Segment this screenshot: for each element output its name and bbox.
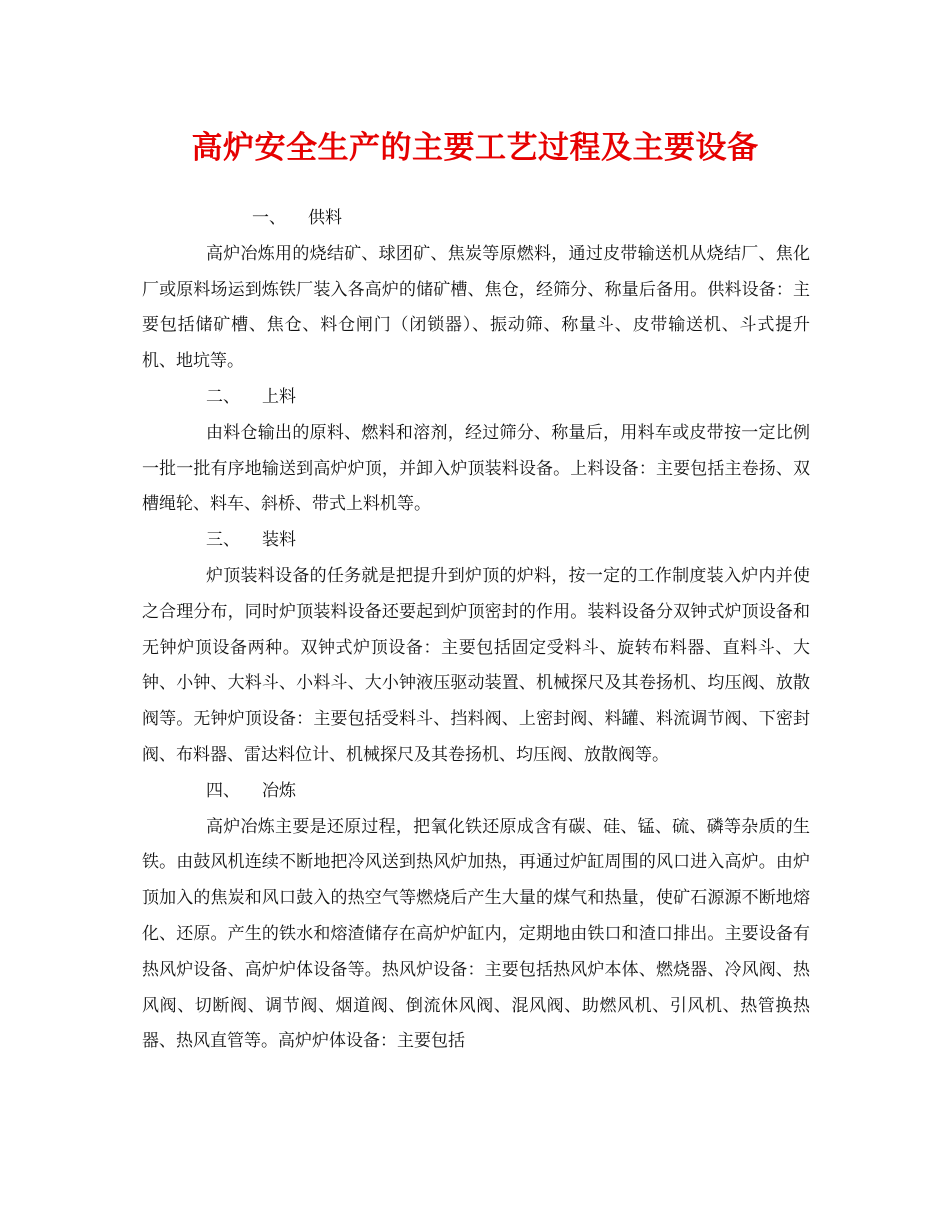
section-number: 三、 [206,530,240,551]
section-number: 二、 [206,386,240,407]
section-paragraph-1: 高炉冶炼用的烧结矿、球团矿、焦炭等原燃料，通过皮带输送机从烧结厂、焦化厂或原料场运到炼铁厂装入各高炉的储矿槽、焦仓，经筛分、称量后备用。供料设备：主要包括储矿槽、焦仓、料仓闸门（闭锁器）、振动筛、称量斗、皮带输送机、斗式提升机、地坑等。 [142,243,810,372]
document-title: 高炉安全生产的主要工艺过程及主要设备 [191,130,759,166]
section-paragraph-4: 高炉冶炼主要是还原过程，把氧化铁还原成含有碳、硅、锰、硫、磷等杂质的生铁。由鼓风机连续不断地把冷风送到热风炉加热，再通过炉缸周围的风口进入高炉。由炉顶加入的焦炭和风口鼓入的热空气等燃烧后产生大量的煤气和热量，使矿石源源不断地熔化、还原。产生的铁水和熔渣储存在高炉炉缸内，定期地由铁口和渣口排出。主要设备有热风炉设备、高炉炉体设备等。热风炉设备：主要包括热风炉本体、燃烧器、冷风阀、热风阀、切断阀、调节阀、烟道阀、倒流休风阀、混风阀、助燃风机、引风机、热管换热器、热风直管等。高炉炉体设备：主要包括 [142,816,810,1052]
document-body [142,201,810,1060]
section-title: 冶炼 [262,780,296,801]
section-number: 一、 [252,208,286,228]
section-title: 装料 [262,530,296,551]
section-paragraph-2: 由料仓输出的原料、燃料和溶剂，经过筛分、称量后，用料车或皮带按一定比例一批一批有序地输送到高炉炉顶，并卸入炉顶装料设备。上料设备：主要包括主卷扬、双槽绳轮、料车、斜桥、带式上料机等。 [142,422,810,515]
section-paragraph-3: 炉顶装料设备的任务就是把提升到炉顶的炉料，按一定的工作制度装入炉内并使之合理分布，同时炉顶装料设备还要起到炉顶密封的作用。装料设备分双钟式炉顶设备和无钟炉顶设备两种。双钟式炉顶设备：主要包括固定受料斗、旋转布料器、直料斗、大钟、小钟、大料斗、小料斗、大小钟液压驱动装置、机械探尺及其卷扬机、均压阀、放散阀等。无钟炉顶设备：主要包括受料斗、挡料阀、上密封阀、料罐、料流调节阀、下密封阀、布料器、雷达料位计、机械探尺及其卷扬机、均压阀、放散阀等。 [142,565,810,765]
section-heading-3 [142,523,810,559]
section-title: 上料 [262,386,296,407]
section-heading-1 [142,201,810,237]
section-number: 四、 [206,780,240,801]
section-title: 供料 [308,208,342,228]
section-heading-4 [142,774,810,810]
section-heading-2 [142,380,810,416]
